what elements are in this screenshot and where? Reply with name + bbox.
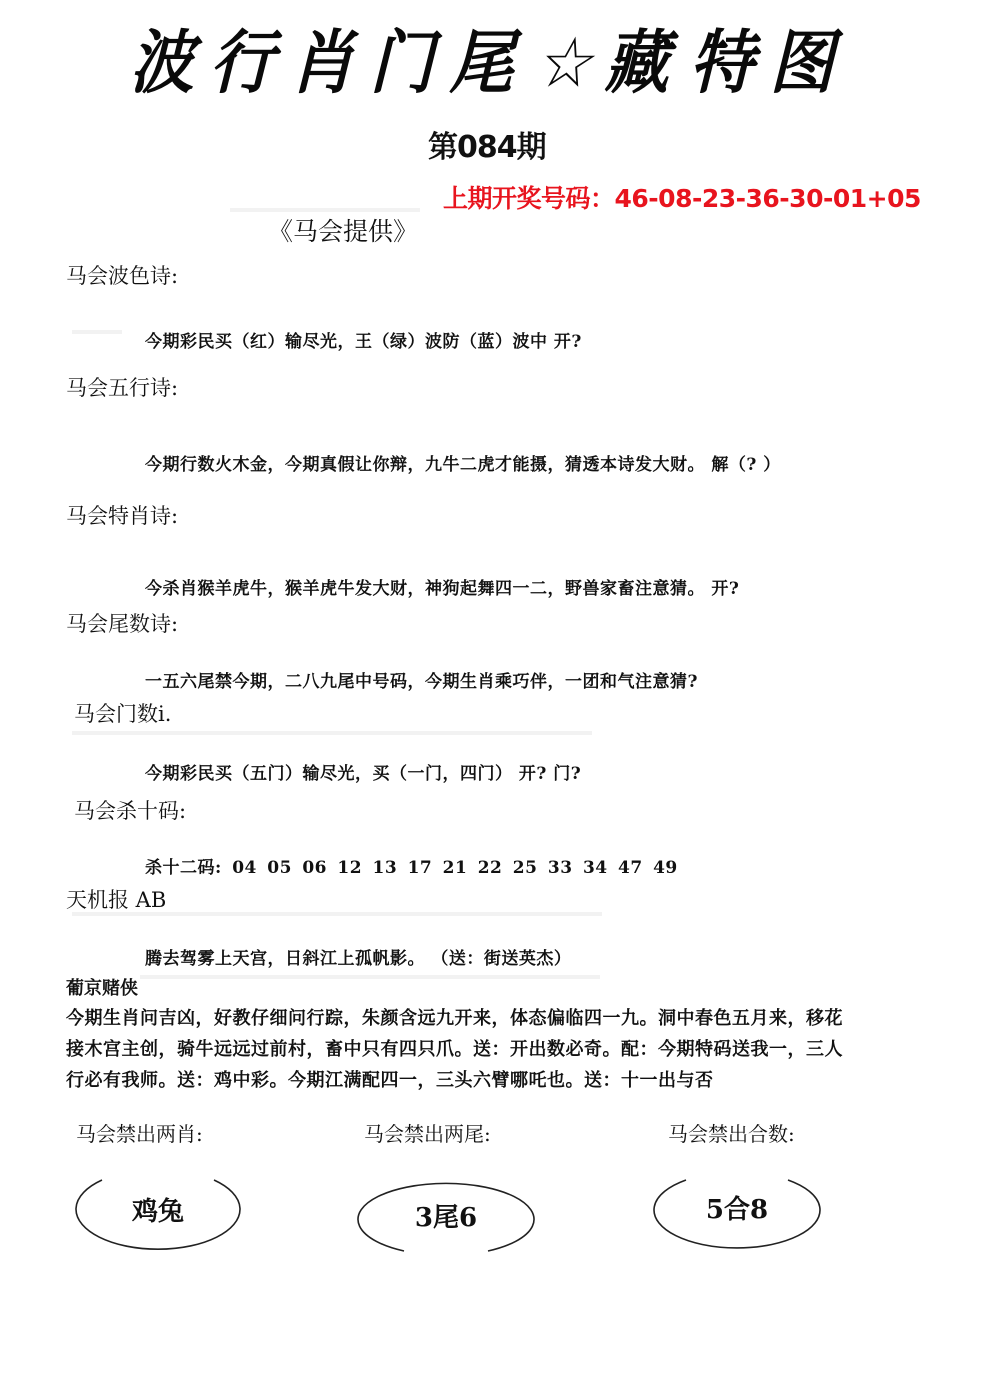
section-text-tail-number: 一五六尾禁今期，二八九尾中号码，今期生肖乘巧伴，一团和气注意猜? [145, 672, 698, 692]
section-heading-five-elements: 马会五行诗: [66, 376, 179, 400]
ban-tail-oval [354, 1176, 538, 1256]
ban-tail-value: 3尾6 [414, 1203, 478, 1233]
previous-result [443, 182, 921, 216]
section-heading-special-zodiac: 马会特肖诗: [66, 504, 179, 528]
title-char: 图 [765, 24, 849, 104]
previous-result-numbers: 46-08-23-36-30-01+05 [614, 184, 921, 213]
star-icon: ☆ [530, 24, 608, 104]
ban-sum-value: 5合8 [705, 1195, 769, 1225]
section-text-five-elements: 今期行数火木金，今期真假让你辩，九牛二虎才能摄，猜透本诗发大财。 解（? ） [145, 455, 781, 475]
title-char: 行 [205, 24, 289, 104]
puyu-line: 今期生肖问吉凶，好教仔细问行踪，朱颜含远九开来，体态偏临四一九。洞中春色五月来，移花 [66, 1008, 843, 1029]
provider-label: 《马会提供》 [268, 217, 419, 246]
section-heading-wave-color: 马会波色诗: [66, 264, 179, 288]
ban-sum-oval [650, 1172, 824, 1256]
ban-zodiac-label: 马会禁出两肖: [76, 1122, 203, 1146]
ban-sum-label: 马会禁出合数: [668, 1122, 795, 1146]
title-char: 尾 [445, 24, 529, 104]
section-text-wave-color: 今期彩民买（红）输尽光，王（绿）波防（蓝）波中 开? [145, 332, 582, 352]
title-char: 特 [685, 24, 769, 104]
previous-result-label: 上期开奖号码： [443, 184, 615, 213]
section-text-gate-number: 今期彩民买（五门）输尽光，买（一门，四门） 开? 门? [145, 764, 582, 784]
scan-smudge [72, 731, 592, 735]
issue-number: 第084期 [428, 130, 546, 165]
title-char: 波 [125, 24, 209, 104]
section-text-special-zodiac: 今杀肖猴羊虎牛，猴羊虎牛发大财，神狗起舞四一二，野兽家畜注意猜。 开? [145, 579, 740, 599]
section-heading-tianji: 天机报 AB [66, 888, 167, 912]
puyu-line: 接木宫主创，骑牛远远过前村，畜中只有四只爪。送：开出数必奇。配：今期特码送我一，三人 [66, 1039, 843, 1060]
scan-smudge [72, 330, 122, 334]
section-text-kill-twelve: 杀十二码: 04 05 06 12 13 17 21 22 25 33 34 47 49 [145, 858, 678, 878]
title-char: 门 [365, 24, 449, 104]
section-heading-gate-number: 马会门数i. [74, 702, 172, 726]
scan-smudge [140, 975, 600, 979]
section-text-tianji: 腾去驾雾上天宫，日斜江上孤帆影。 （送：街送英杰） [145, 949, 572, 969]
puyu-paragraph [66, 1003, 926, 1096]
ban-zodiac-value: 鸡兔 [131, 1197, 184, 1227]
title-char: 肖 [285, 24, 369, 104]
section-heading-puyu: 葡京赌侠 [66, 978, 138, 999]
scan-smudge [230, 208, 420, 212]
section-heading-kill-ten: 马会杀十码: [74, 799, 187, 823]
ban-tail-label: 马会禁出两尾: [364, 1122, 491, 1146]
section-heading-tail-number: 马会尾数诗: [66, 612, 179, 636]
puyu-line: 行必有我师。送：鸡中彩。今期江满配四一，三头六臂哪吒也。送：十一出与否 [66, 1070, 714, 1091]
title-char: 藏 [600, 24, 684, 104]
page-title [125, 14, 849, 114]
ban-zodiac-oval [72, 1172, 244, 1260]
